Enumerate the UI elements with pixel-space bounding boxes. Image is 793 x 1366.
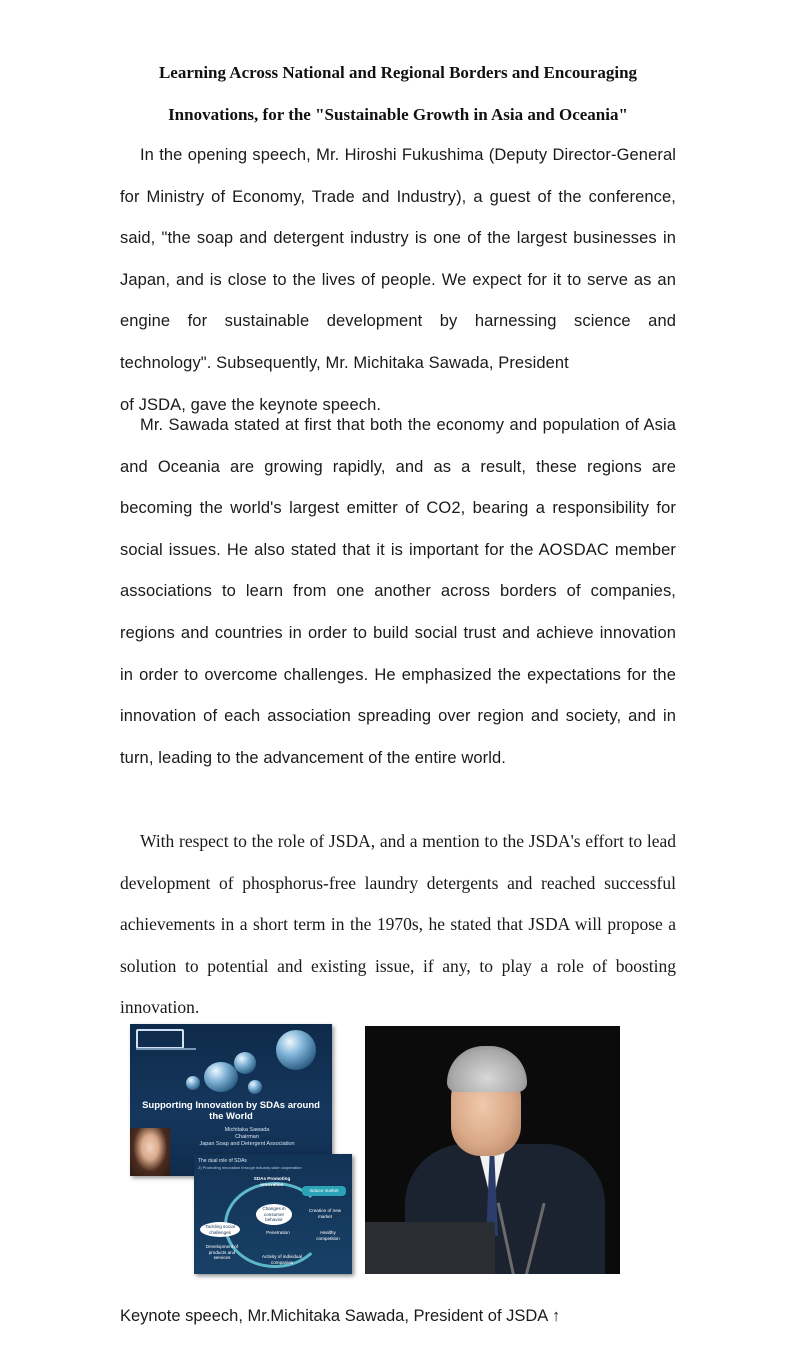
node-left: Tackling social challenges	[200, 1222, 240, 1237]
presenter-role: Chairman	[235, 1134, 259, 1140]
paragraph-3-text: With respect to the role of JSDA, and a mention to the JSDA's effort to lead development of phosphorus-free laundry detergents and reached successful achievements in a short term in the 1970s, he stated that JSDA will propose a solution to potential and existing issue, if any, to play a role of boosting innovation.	[120, 831, 676, 1018]
slide-title: Supporting Innovation by SDAs around the World	[142, 1100, 320, 1122]
node-bottom-left: Development of products and services	[205, 1244, 239, 1260]
bubble-icon	[276, 1030, 316, 1070]
speaker-photo	[365, 1026, 620, 1274]
paragraph-1-text: In the opening speech, Mr. Hiroshi Fukushima (Deputy Director-General for Ministry of Economy, Trade and Industry), a guest of the conference, said, "the soap and detergent industry is one of the largest businesses in Japan, and is close to the lives of people. We expect for it to serve as an engine for sustainable development by harnessing science and technology". Subsequently, Mr. Michitaka Sawada, President	[120, 146, 676, 372]
presenter-org: Japan Soap and Detergent Association	[199, 1141, 295, 1147]
article-title-line-2: Innovations, for the "Sustainable Growth in Asia and Oceania"	[168, 105, 628, 124]
child-photo	[130, 1128, 170, 1176]
paragraph-opening-speech	[120, 135, 676, 415]
bubble-icon	[186, 1076, 200, 1090]
bubble-icon	[248, 1080, 262, 1094]
node-top-right: Induce market	[302, 1186, 346, 1196]
slide-presenter	[182, 1127, 312, 1148]
slide2-heading: The dual role of SDAs	[198, 1158, 247, 1164]
paragraph-jsda-role	[120, 821, 676, 1029]
article-title-line-1: Learning Across National and Regional Borders and Encouraging	[158, 63, 638, 82]
paragraph-1-last-line: of JSDA, gave the keynote speech.	[120, 395, 382, 414]
presenter-name: Michitaka Sawada	[224, 1127, 270, 1133]
jsda-logo-icon	[136, 1029, 184, 1049]
diagram-slide	[194, 1154, 352, 1274]
node-right: Creation of new market	[308, 1208, 342, 1219]
bubble-icon	[234, 1052, 256, 1074]
node-center: SDAs Promoting innovation	[253, 1176, 291, 1187]
slide2-subheading: 2) Promoting innovation through industry-wide cooperation	[198, 1165, 302, 1170]
presentation-slides-image	[130, 1024, 354, 1276]
bubble-icon	[204, 1062, 238, 1092]
node-middle: Changes in consumer behavior	[256, 1204, 292, 1225]
photo-caption: Keynote speech, Mr.Michitaka Sawada, President of JSDA ↑	[120, 1307, 561, 1325]
node-bottom-right: Healthy competition	[316, 1230, 340, 1241]
paragraph-2-text: Mr. Sawada stated at first that both the economy and population of Asia and Oceania are growing rapidly, and as a result, these regions are becoming the world's largest emitter of CO2, bearing a responsibility for social issues. He also stated that it is important for the AOSDAC member associations to learn from one another across borders of companies, regions and countries in order to build social trust and achieve innovation in order to overcome challenges. He emphasized the expectations for the innovation of each association spreading over region and society, and in turn, leading to the advancement of the entire world.	[120, 416, 676, 767]
node-bottom: Activity of individual companies	[261, 1254, 303, 1265]
hair	[447, 1046, 527, 1092]
paragraph-keynote-summary	[120, 405, 676, 779]
podium	[365, 1222, 495, 1274]
node-bottom-center: Penetration	[266, 1230, 290, 1235]
logo-subtitle-line	[136, 1048, 196, 1050]
